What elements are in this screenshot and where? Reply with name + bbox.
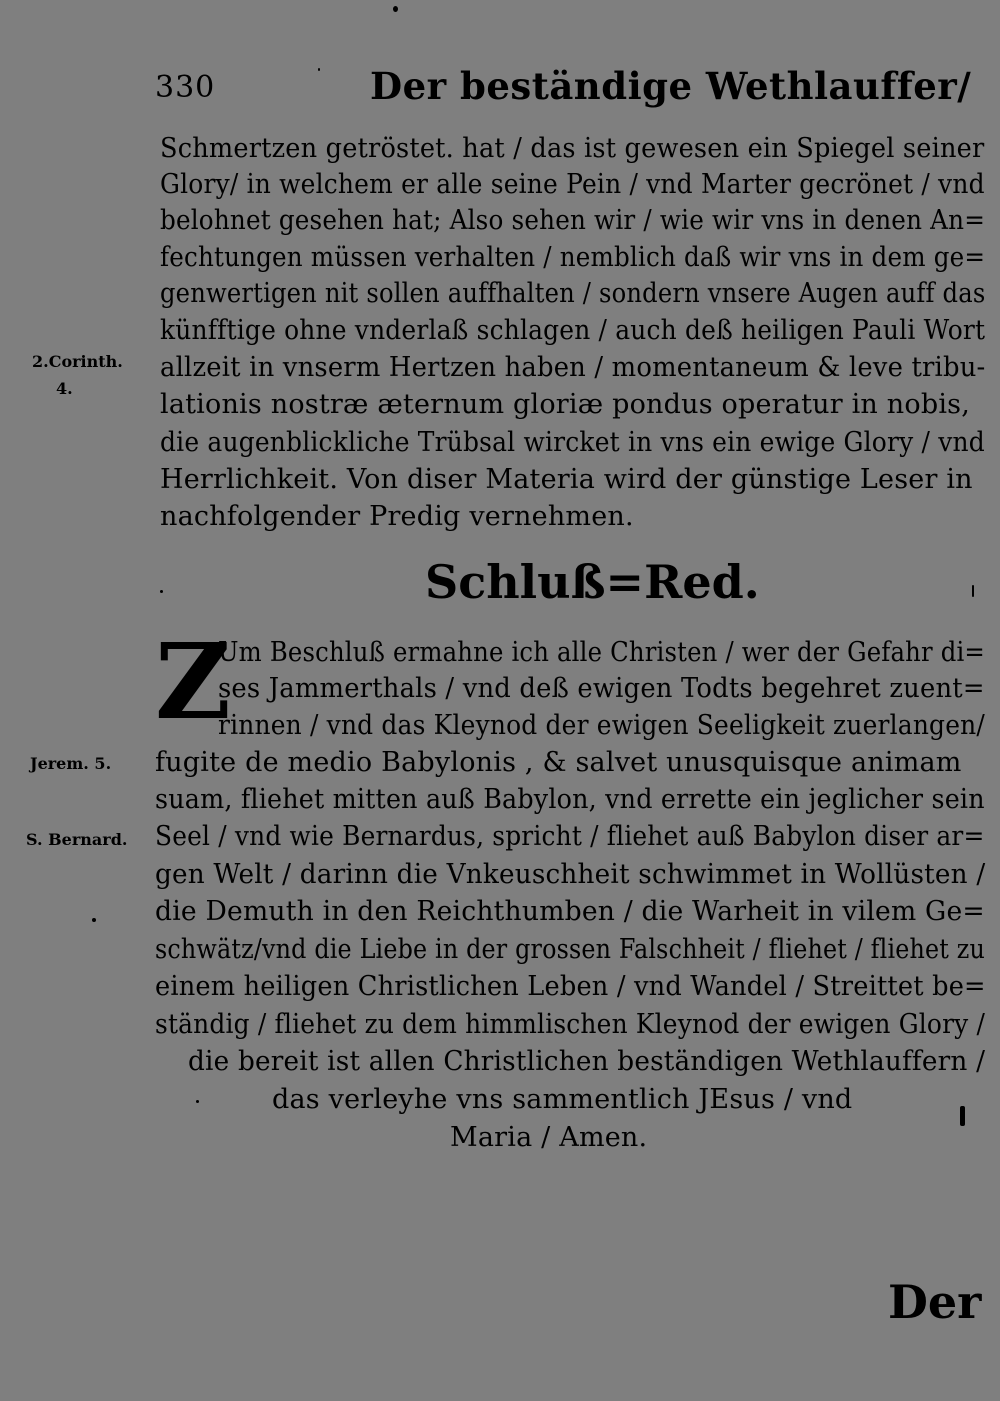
text-line: suam, fliehet mitten auß Babylon, vnd errette ein jeglicher sein [155,784,985,815]
text-line: genwertigen nit sollen auffhalten / sondern vnsere Augen auff das [160,278,986,309]
text-line: gen Welt / darinn die Vnkeuschheit schwimmet in Wollüsten / [155,859,986,890]
text-line: das verleyhe vns sammentlich JEsus / vnd [272,1084,853,1115]
text-line: die augenblickliche Trübsal wircket in vns ein ewige Glory / vnd [160,427,985,458]
catchword: Der [888,1275,982,1329]
section-heading: Schluß=Red. [425,555,760,609]
text-line: Um Beschluß ermahne ich alle Christen / wer der Gefahr di= [218,637,985,668]
text-line: fugite de medio Babylonis , & salvet unusquisque animam [155,747,962,778]
text-line: Maria / Amen. [450,1122,648,1153]
page-header [155,62,972,110]
margin-note-corinth-chapter: 4. [56,379,73,398]
page-number: 330 [155,70,216,105]
text-line: Seel / vnd wie Bernardus, spricht / fliehet auß Babylon diser ar= [155,821,985,852]
text-line: einem heiligen Christlichen Leben / vnd Wandel / Streittet be= [155,971,986,1002]
text-line: nachfolgender Predig vernehmen. [160,501,634,532]
text-line: Schmertzen getröstet. hat / das ist gewesen ein Spiegel seiner [160,133,985,164]
text-line: lationis nostræ æternum gloriæ pondus operatur in nobis, [160,389,971,420]
running-title: Der beständige Wethlauffer/ [370,64,972,108]
text-line: allzeit in vnserm Hertzen haben / momentaneum & leve tribu- [160,352,986,383]
margin-note-jeremiah: Jerem. 5. [30,754,112,773]
text-line: ständig / fliehet zu dem himmlischen Kleynod der ewigen Glory / [155,1009,986,1040]
text-line: rinnen / vnd das Kleynod der ewigen Seeligkeit zuerlangen/ [218,710,985,741]
text-line: schwätz/vnd die Liebe in der grossen Falschheit / fliehet / fliehet zu [155,934,986,965]
text-line: Glory/ in welchem er alle seine Pein / vnd Marter gecrönet / vnd [160,169,985,200]
margin-note-corinth: 2.Corinth. [32,352,123,371]
text-line: belohnet gesehen hat; Also sehen wir / wie wir vns in denen An= [160,205,986,236]
text-line: Herrlichkeit. Von diser Materia wird der günstige Leser in [160,464,973,495]
text-line: ses Jammerthals / vnd deß ewigen Todts begehret zuent= [218,673,985,704]
text-line: die bereit ist allen Christlichen beständigen Wethlauffern / [188,1046,986,1077]
text-line: künfftige ohne vnderlaß schlagen / auch deß heiligen Pauli Wort [160,315,986,346]
text-line: die Demuth in den Reichthumben / die Warheit in vilem Ge= [155,896,985,927]
margin-note-bernard: S. Bernard. [26,830,128,849]
text-line: fechtungen müssen verhalten / nemblich daß wir vns in dem ge= [160,242,986,273]
drop-cap: Z [155,620,231,743]
